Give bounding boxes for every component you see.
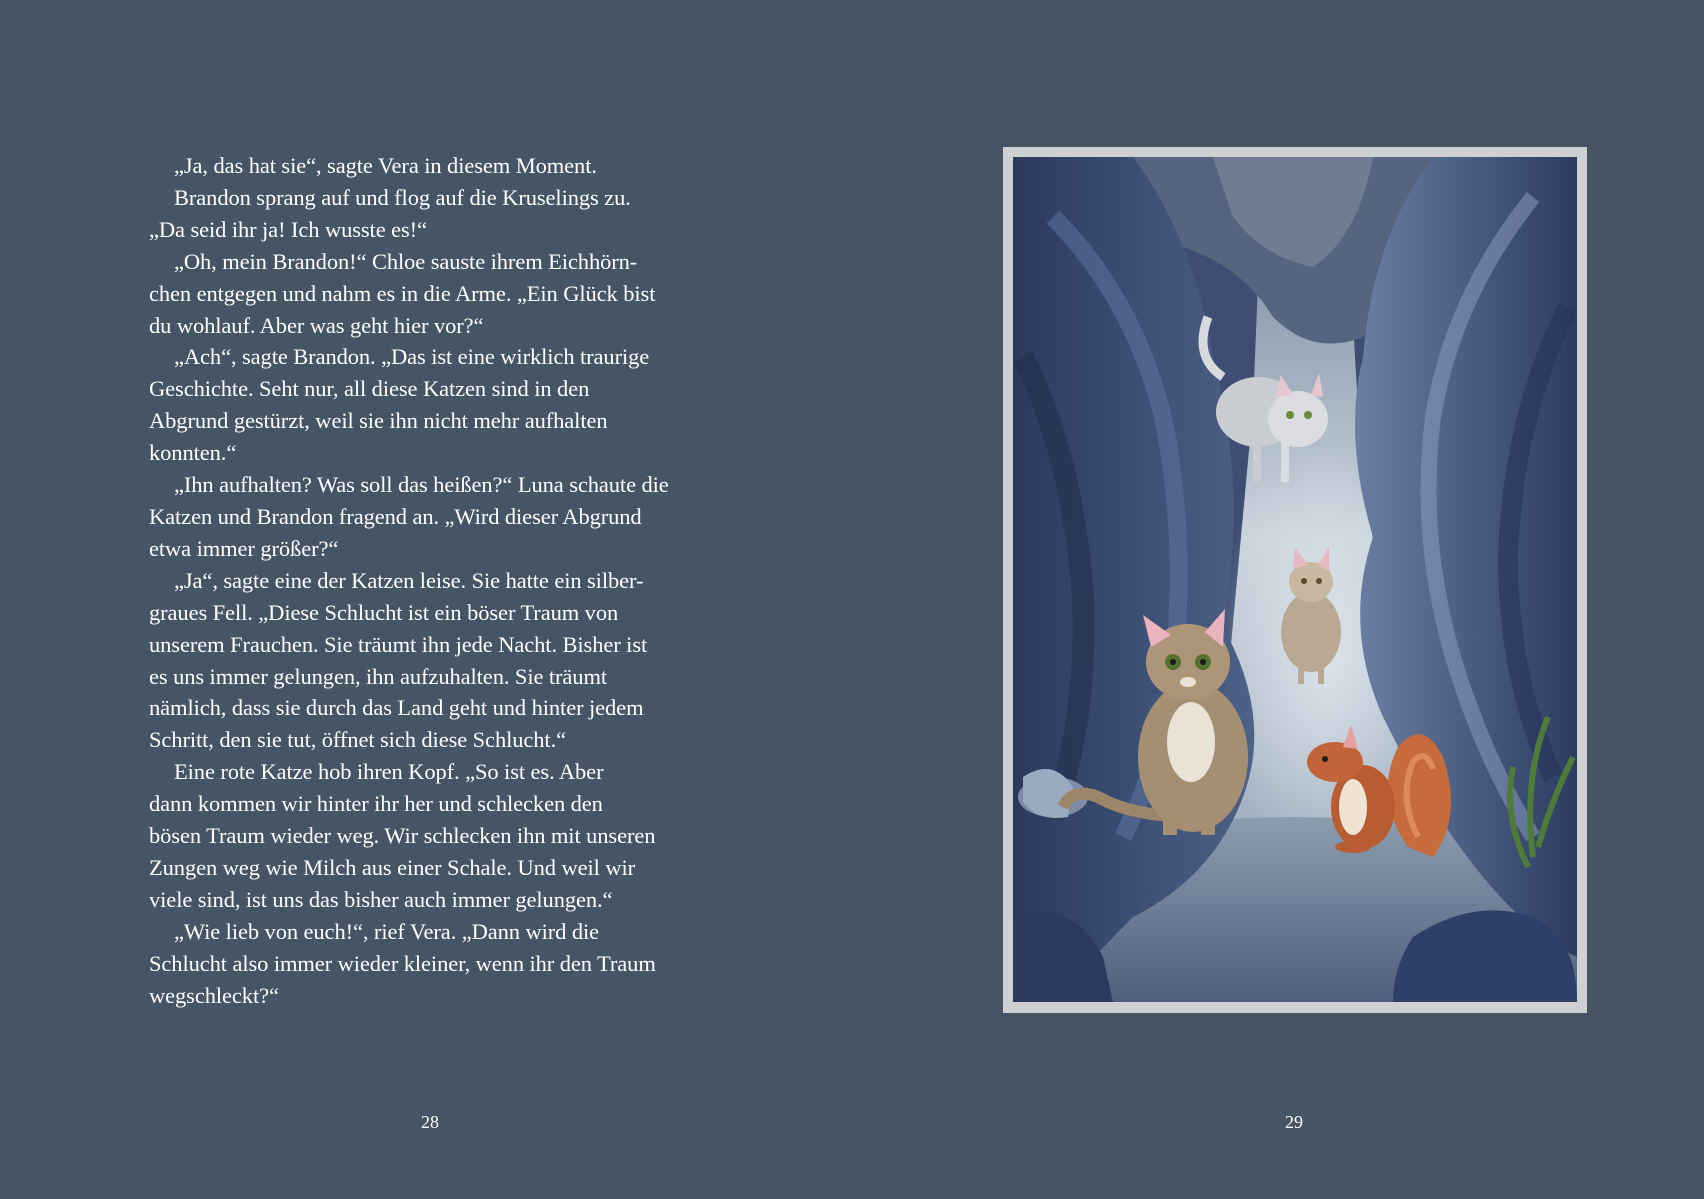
text-line: wegschleckt?“ <box>149 982 279 1008</box>
text-line: „Oh, mein Brandon!“ Chloe sauste ihrem Eichhörn- <box>174 248 638 274</box>
text-line: „Ihn aufhalten? Was soll das heißen?“ Luna schaute die <box>174 472 669 498</box>
text-line: viele sind, ist uns das bisher auch immer gelungen.“ <box>149 886 613 912</box>
text-line: „Da seid ihr ja! Ich wusste es!“ <box>149 216 427 242</box>
text-line: Eine rote Katze hob ihren Kopf. „So ist es. Aber <box>174 759 604 785</box>
page-number-left: 28 <box>421 1112 439 1132</box>
text-line: „Ja“, sagte eine der Katzen leise. Sie hatte ein silber- <box>174 567 644 593</box>
text-line: konnten.“ <box>149 440 237 466</box>
text-line: Abgrund gestürzt, weil sie ihn nicht mehr aufhalten <box>149 408 608 434</box>
cave-illustration <box>1013 157 1577 1002</box>
text-line: „Ach“, sagte Brandon. „Das ist eine wirklich traurige <box>174 344 650 370</box>
text-line: Brandon sprang auf und flog auf die Kruselings zu. <box>174 184 631 210</box>
text-line: es uns immer gelungen, ihn aufzuhalten. Sie träumt <box>149 663 608 689</box>
text-line: du wohlauf. Aber was geht hier vor?“ <box>149 312 484 338</box>
text-line: unserem Frauchen. Sie träumt ihn jede Nacht. Bisher ist <box>149 631 648 657</box>
text-line: dann kommen wir hinter ihr her und schlecken den <box>149 791 603 817</box>
text-line: Zungen weg wie Milch aus einer Schale. Und weil wir <box>149 854 636 880</box>
text-line: etwa immer größer?“ <box>149 535 339 561</box>
text-line: Schlucht also immer wieder kleiner, wenn ihr den Traum <box>149 950 656 976</box>
text-line: Geschichte. Seht nur, all diese Katzen sind in den <box>149 376 590 402</box>
text-line: „Ja, das hat sie“, sagte Vera in diesem Moment. <box>174 153 597 178</box>
illustration-frame <box>1003 147 1587 1013</box>
text-line: graues Fell. „Diese Schlucht ist ein böser Traum von <box>149 599 619 625</box>
page-number-right: 29 <box>1285 1112 1303 1132</box>
cave-scene-image <box>1013 157 1577 1002</box>
text-line: bösen Traum wieder weg. Wir schlecken ihn mit unseren <box>149 823 656 849</box>
text-line: Schritt, den sie tut, öffnet sich diese Schlucht.“ <box>149 727 566 753</box>
text-line: chen entgegen und nahm es in die Arme. „Ein Glück bist <box>149 280 656 306</box>
text-line: „Wie lieb von euch!“, rief Vera. „Dann wird die <box>174 918 600 944</box>
text-line: Katzen und Brandon fragend an. „Wird dieser Abgrund <box>149 503 642 529</box>
story-text <box>149 150 729 1011</box>
text-line: nämlich, dass sie durch das Land geht und hinter jedem <box>149 695 644 721</box>
